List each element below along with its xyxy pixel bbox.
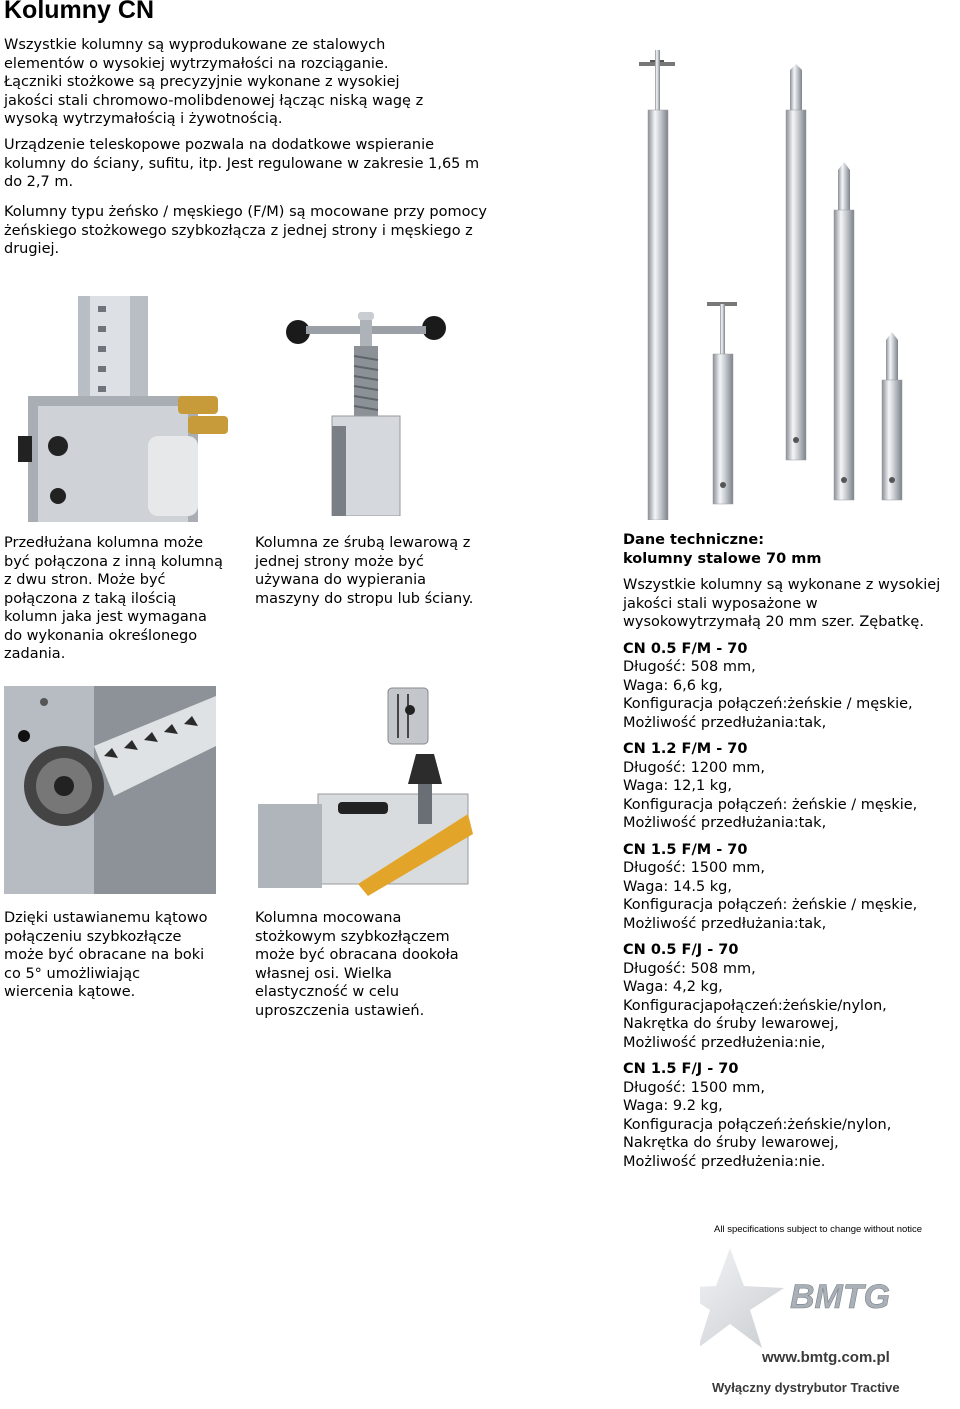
spec-line: Długość: 508 mm, [623, 659, 756, 675]
bmtg-logo [700, 1248, 940, 1408]
angle-connection-photo [4, 686, 216, 894]
spec-line: Długość: 1500 mm, [623, 860, 765, 876]
spec-line: Konfiguracjapołączeń:żeńskie/nylon, [623, 997, 887, 1014]
spec-line: Waga: 14.5 kg, [623, 878, 732, 895]
spec-model [623, 1060, 953, 1171]
caption-rotate: Kolumna mocowana stożkowym szybkozłączem może być obracana dookoła własnej osi. Wielka elastyczność w celu uproszczenia ustawień. [255, 910, 459, 1019]
spec-line: Konfiguracja połączeń: żeńskie / męskie, [623, 897, 918, 913]
specs-intro: Wszystkie kolumny są wykonane z wysokiej jakości stali wyposażone w wysokowytrzymałą 20 mm szer. Zębatkę. [623, 577, 941, 630]
specs-section [623, 531, 953, 1179]
spec-model-name: CN 1.5 F/M - 70 [623, 841, 748, 858]
spec-line: Konfiguracja połączeń: żeńskie / męskie, [623, 796, 918, 813]
screw-jack-column-photo [276, 306, 454, 516]
spec-line: Możliwość przedłużenia:nie. [623, 1153, 826, 1170]
logo-brand: BMTG [790, 1278, 891, 1316]
caption-screw: Kolumna ze śrubą lewarową z jednej strony może być używana do wypierania maszyny do stropu lub ściany. [255, 535, 474, 607]
intro-paragraph-1: Wszystkie kolumny są wyprodukowane ze stalowych elementów o wysokiej wytrzymałości na rozciąganie. Łączniki stożkowe są precyzyjnie wykonane z wysokiej jakości stali chromowo-molibdenowej łącząc niską wagę z wysoką wytrzymałością i żywotnością. [4, 37, 424, 127]
caption-angle: Dzięki ustawianemu kątowo połączeniu szybkozłącze może być obracane na boki co 5° umożliwiając wiercenia kątowe. [4, 910, 208, 1000]
specs-subheading: kolumny stalowe 70 mm [623, 550, 822, 567]
disclaimer-note: All specifications subject to change without notice [714, 1224, 923, 1235]
spec-model-name: CN 1.5 F/J - 70 [623, 1061, 739, 1077]
spec-line: Możliwość przedłużania:tak, [623, 915, 827, 932]
specs-heading: Dane techniczne: [623, 532, 764, 548]
spec-line: Możliwość przedłużenia:nie, [623, 1034, 826, 1051]
spec-line: Waga: 6,6 kg, [623, 677, 723, 694]
spec-model-name: CN 0.5 F/J - 70 [623, 942, 739, 958]
extension-column-photo [18, 296, 230, 522]
spec-model [623, 740, 953, 833]
spec-line: Waga: 9.2 kg, [623, 1098, 723, 1114]
logo-url: www.bmtg.com.pl [762, 1349, 890, 1366]
spec-line: Długość: 1500 mm, [623, 1079, 765, 1096]
spec-line: Nakrętka do śruby lewarowej, [623, 1016, 839, 1032]
star-icon [700, 1248, 784, 1348]
spec-model [623, 841, 953, 934]
spec-line: Możliwość przedłużania:tak, [623, 714, 827, 731]
spec-model-name: CN 1.2 F/M - 70 [623, 741, 748, 757]
rotating-column-photo [258, 684, 478, 898]
spec-line: Nakrętka do śruby lewarowej, [623, 1135, 839, 1151]
spec-line: Długość: 508 mm, [623, 960, 756, 977]
intro-paragraph-3: Kolumny typu żeńsko / męskiego (F/M) są mocowane przy pomocy żeńskiego stożkowego szybkozłącza z jednej strony i męskiego z drugiej. [4, 204, 488, 257]
spec-line: Konfiguracja połączeń:żeńskie / męskie, [623, 696, 913, 712]
intro-paragraph-2: Urządzenie teleskopowe pozwala na dodatkowe wspieranie kolumny do ściany, sufitu, itp. Jest regulowane w zakresie 1,65 m do 2,7 m. [4, 137, 480, 190]
spec-line: Waga: 4,2 kg, [623, 979, 723, 995]
spec-model-name: CN 0.5 F/M - 70 [623, 640, 748, 657]
spec-line: Konfiguracja połączeń:żeńskie/nylon, [623, 1116, 892, 1133]
spec-model [623, 640, 953, 733]
columns-lineup-photo [612, 40, 952, 520]
caption-extension: Przedłużana kolumna może być połączona z inną kolumną z dwu stron. Może być połączona z taką ilością kolumn jaka jest wymagana do wykonania określonego zadania. [4, 535, 223, 662]
spec-line: Długość: 1200 mm, [623, 759, 765, 776]
page-title: Kolumny CN [4, 0, 154, 24]
spec-line: Możliwość przedłużania:tak, [623, 815, 827, 831]
logo-tagline: Wyłączny dystrybutor Tractive [712, 1380, 900, 1395]
spec-line: Waga: 12,1 kg, [623, 778, 732, 794]
spec-model [623, 941, 953, 1052]
